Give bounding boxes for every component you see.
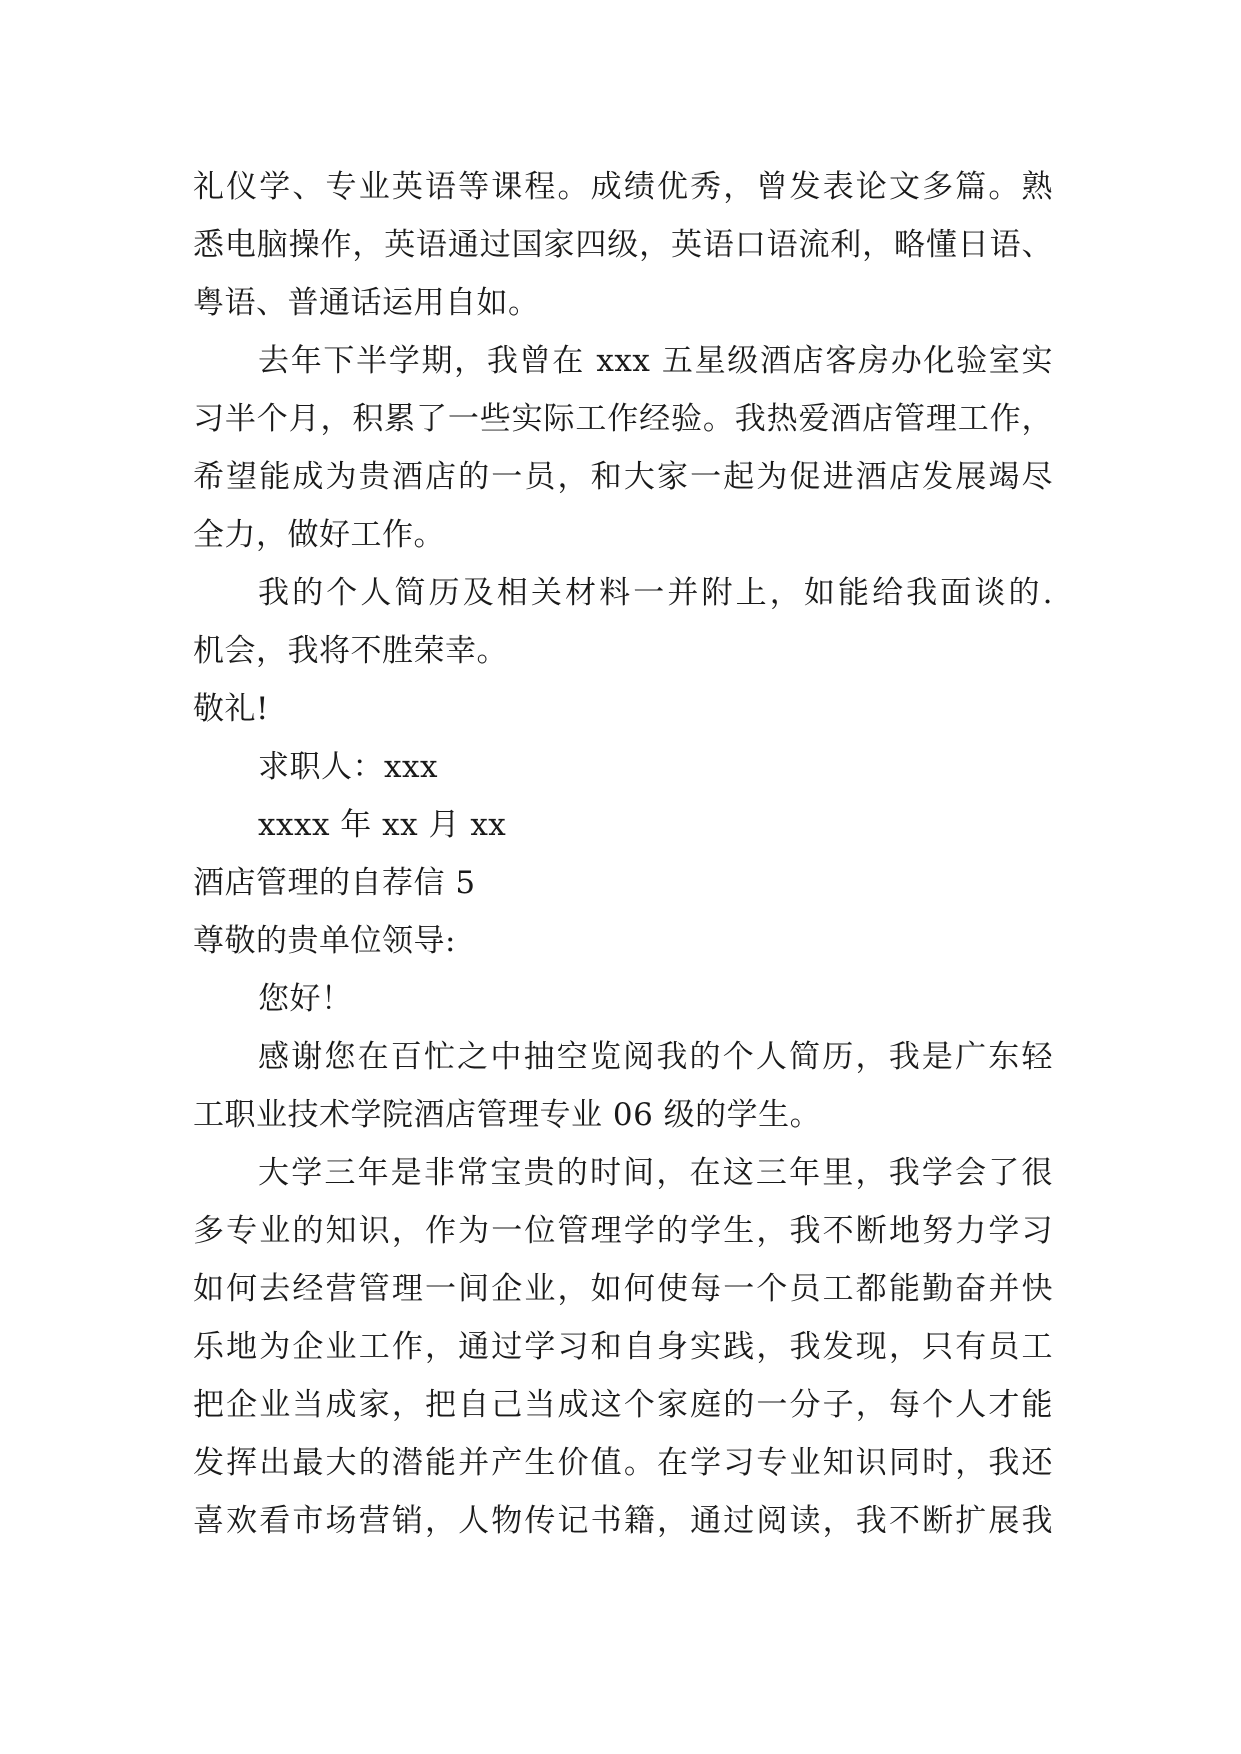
text-line: 粤语、普通话运用自如。 — [193, 285, 540, 321]
text-line: 大学三年是非常宝贵的时间，在这三年里，我学会了很 — [258, 1155, 1053, 1191]
text-line: 把企业当成家，把自己当成这个家庭的一分子，每个人才能 — [193, 1387, 1053, 1423]
text-line: 发挥出最大的潜能并产生价值。在学习专业知识同时，我还 — [193, 1445, 1053, 1481]
text-line: 多专业的知识，作为一位管理学的学生，我不断地努力学习 — [193, 1213, 1053, 1249]
text-line: 全力，做好工作。 — [193, 517, 445, 553]
greeting: 您好！ — [258, 981, 353, 1017]
text-line: 喜欢看市场营销，人物传记书籍，通过阅读，我不断扩展我 — [193, 1503, 1053, 1539]
text-line: 悉电脑操作，英语通过国家四级，英语口语流利，略懂日语、 — [193, 227, 1053, 263]
text-line: 乐地为企业工作，通过学习和自身实践，我发现，只有员工 — [193, 1329, 1053, 1365]
text-line: 工职业技术学院酒店管理专业 06 级的学生。 — [193, 1097, 822, 1133]
text-line: 习半个月，积累了一些实际工作经验。我热爱酒店管理工作， — [193, 401, 1053, 437]
applicant-signature: 求职人：xxx — [258, 749, 438, 785]
text-line: 机会，我将不胜荣幸。 — [193, 633, 508, 669]
text-line: 我的个人简历及相关材料一并附上，如能给我面谈的. — [258, 575, 1053, 611]
section-title: 酒店管理的自荐信 5 — [193, 865, 476, 901]
greeting-recipient: 尊敬的贵单位领导: — [193, 923, 456, 959]
text-line: 如何去经营管理一间企业，如何使每一个员工都能勤奋并快 — [193, 1271, 1053, 1307]
date-line: xxxx 年 xx 月 xx — [258, 807, 507, 843]
text-line: 感谢您在百忙之中抽空览阅我的个人简历，我是广东轻 — [258, 1039, 1053, 1075]
closing-salutation: 敬礼! — [193, 691, 269, 727]
text-line: 去年下半学期，我曾在 xxx 五星级酒店客房办化验室实 — [258, 343, 1053, 379]
text-line: 礼仪学、专业英语等课程。成绩优秀，曾发表论文多篇。熟 — [193, 169, 1053, 205]
text-line: 希望能成为贵酒店的一员，和大家一起为促进酒店发展竭尽 — [193, 459, 1053, 495]
